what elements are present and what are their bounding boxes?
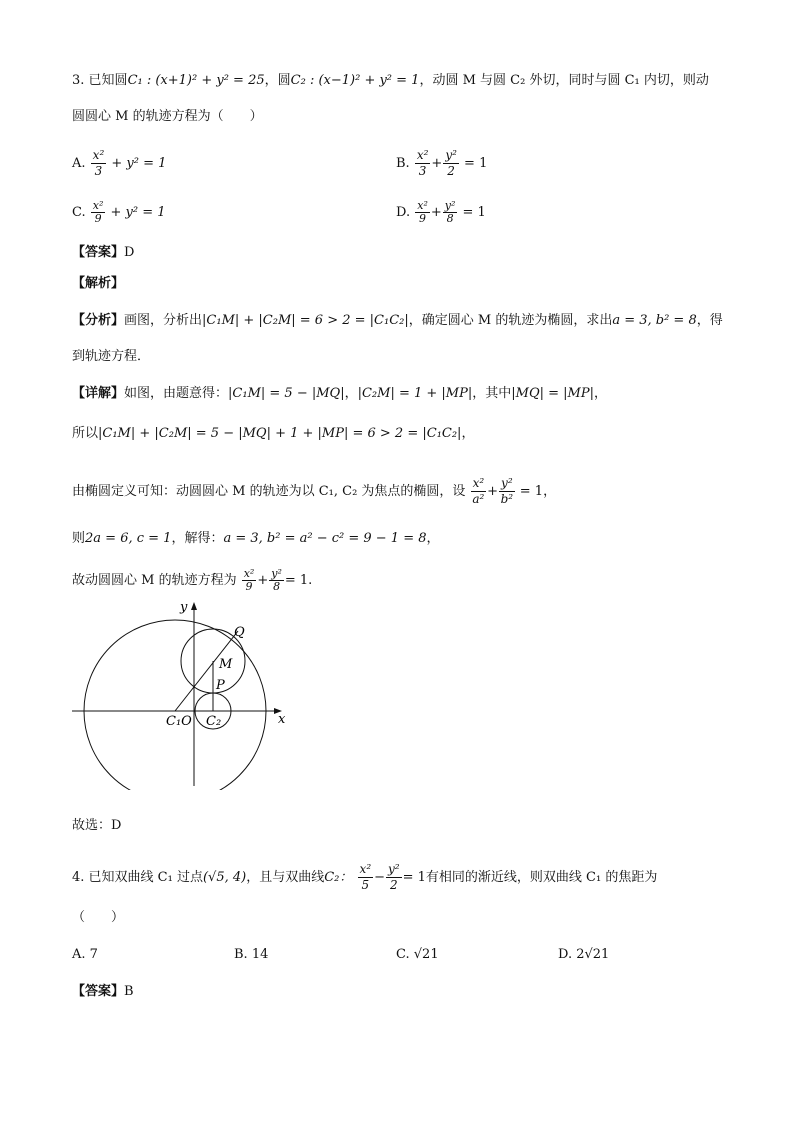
equation: a = 3, b² = a² − c² = 9 − 1 = 8: [223, 531, 427, 546]
numerator: y²: [444, 199, 456, 212]
text: 则: [72, 531, 86, 546]
numerator: x²: [92, 199, 104, 212]
label-c1o: C₁O: [166, 714, 192, 729]
minus: −: [374, 870, 386, 885]
fraction: [242, 568, 257, 593]
option-label: C.: [72, 205, 86, 220]
equation: a = 3, b² = 8: [612, 313, 697, 328]
q3-option-d: [396, 200, 486, 225]
denominator: 9: [245, 580, 253, 593]
text: 由椭圆定义可知：动圆圆心 M 的轨迹为以 C₁, C₂ 为焦点的椭圆，设: [72, 484, 466, 499]
q3-xiangjie: [72, 384, 607, 404]
q3-definition: [72, 476, 556, 507]
q3-analysis-tag: [72, 274, 124, 294]
text: 有相同的渐近线，则双曲线 C₁ 的焦距为: [425, 870, 658, 885]
option-label: A.: [72, 947, 86, 962]
text: ，其中: [472, 386, 512, 401]
text: ，确定圆心 M 的轨迹为椭圆，求出: [408, 313, 613, 328]
label-m: M: [219, 657, 233, 672]
answer-value: B: [124, 984, 134, 999]
numerator: x²: [243, 567, 255, 580]
equation: 2a = 6, c = 1: [85, 531, 172, 546]
equation: |C₂M| = 1 + |MP|: [357, 386, 473, 401]
text: ，: [461, 426, 475, 441]
option-value: √21: [413, 947, 439, 962]
q4-option-d: [558, 945, 609, 965]
text: 所以: [72, 426, 99, 441]
denominator: 2: [390, 878, 398, 892]
equation: |MQ| = |MP|: [511, 386, 594, 401]
q3-stem-line2: 圆圆心 M 的轨迹方程为（ ）: [72, 109, 263, 124]
fraction: [471, 476, 487, 507]
fraction: [358, 862, 374, 893]
option-rest: = 1: [462, 205, 486, 220]
text: = 1: [402, 870, 426, 885]
denominator: b²: [500, 492, 514, 506]
option-label: D.: [396, 205, 411, 220]
option-label: D.: [558, 947, 573, 962]
analysis-tag: 【解析】: [72, 276, 125, 291]
plus: +: [431, 156, 443, 171]
numerator: x²: [359, 862, 372, 876]
equation: |C₁M| = 5 − |MQ|: [228, 386, 345, 401]
xiangjie-tag: 【详解】: [72, 386, 125, 401]
answer-tag: 【答案】: [72, 245, 125, 260]
option-value: 2√21: [576, 947, 610, 962]
equation: |C₁M| + |C₂M| = 6 > 2 = |C₁C₂|: [202, 313, 409, 328]
text: ，: [543, 484, 557, 499]
q3-c1-equation: C₁ : (x+1)² + y² = 25: [127, 73, 265, 88]
denominator: 8: [446, 212, 454, 225]
text: ，解得：: [171, 531, 224, 546]
denominator: 3: [94, 164, 103, 178]
text: 如图，由题意得：: [124, 386, 229, 401]
q3-option-c: [72, 200, 166, 225]
option-label: C.: [396, 947, 410, 962]
q4-option-a: [72, 945, 98, 965]
option-label: B.: [234, 947, 248, 962]
q4-stem-line1: [72, 862, 657, 893]
q3-choose: 故选：D: [72, 818, 122, 833]
q3-option-b: [396, 148, 487, 179]
q3-figure: [70, 598, 292, 790]
numerator: x²: [416, 148, 429, 162]
numerator: x²: [417, 199, 428, 212]
q3-fenxi-line2: 到轨迹方程．: [72, 349, 151, 364]
point: (√5, 4): [202, 870, 247, 885]
plus: +: [430, 205, 442, 220]
answer-tag: 【答案】: [72, 984, 125, 999]
q3-stem-part2: ，动圆 M 与圆 C₂ 外切，同时与圆 C₁ 内切，则动: [419, 73, 709, 88]
q3-suoyi: [72, 424, 474, 444]
q4-option-b: [234, 945, 268, 965]
text: ，: [593, 386, 607, 401]
q3-fenxi-line1: [72, 311, 723, 331]
fraction: [91, 148, 107, 179]
label-q: Q: [234, 625, 245, 640]
q4-number: 4.: [72, 870, 85, 885]
fraction: [443, 148, 459, 179]
text: ，: [344, 386, 358, 401]
denominator: 3: [418, 164, 427, 178]
q3-stem-part1: 已知圆: [88, 73, 128, 88]
q4-answer: [72, 982, 134, 1002]
option-rest: = 1: [464, 156, 488, 171]
q3-stem-line1: [72, 71, 709, 91]
label-c2: C₂: [206, 714, 222, 729]
fraction: [499, 476, 515, 507]
q3-number: 3.: [72, 73, 85, 88]
option-value: 14: [251, 947, 269, 962]
denominator: 9: [94, 212, 102, 225]
label-x: x: [278, 712, 286, 727]
text: ，得: [696, 313, 723, 328]
text: = 1: [519, 484, 544, 499]
denominator: 9: [419, 212, 427, 225]
denominator: a²: [472, 492, 485, 506]
q3-option-a: [72, 148, 166, 179]
q4-option-c: [396, 945, 439, 965]
option-value: 7: [89, 947, 98, 962]
q3-conclusion: [72, 568, 312, 593]
q3-answer: [72, 243, 134, 263]
option-rest: + y² = 1: [110, 205, 166, 220]
denominator: 8: [273, 580, 281, 593]
numerator: y²: [388, 862, 400, 876]
q4-stem-line2: （ ）: [72, 910, 125, 925]
numerator: x²: [92, 148, 105, 162]
numerator: y²: [445, 148, 457, 162]
q3-c2-equation: C₂ : (x−1)² + y² = 1: [290, 73, 420, 88]
plus: +: [487, 484, 499, 499]
circle-c1: [84, 620, 266, 790]
label-p: P: [216, 678, 225, 693]
numerator: y²: [501, 476, 513, 490]
text: 已知双曲线 C₁ 过点: [88, 870, 203, 885]
denominator: 2: [447, 164, 455, 178]
option-label: A.: [72, 156, 86, 171]
fraction: [91, 200, 106, 225]
fraction: [443, 200, 458, 225]
equation: |C₁M| + |C₂M| = 5 − |MQ| + 1 + |MP| = 6 > 2 = |C₁C₂|: [98, 426, 462, 441]
y-axis-arrow: [191, 602, 197, 610]
fraction: [415, 200, 430, 225]
fraction: [415, 148, 431, 179]
denominator: 5: [361, 878, 370, 892]
answer-value: D: [124, 245, 135, 260]
text: = 1.: [284, 573, 313, 588]
fenxi-tag: 【分析】: [72, 313, 125, 328]
label-y: y: [180, 600, 188, 615]
plus: +: [257, 573, 269, 588]
numerator: y²: [271, 567, 282, 580]
fraction: [269, 568, 284, 593]
text: ，且与双曲线: [246, 870, 325, 885]
option-label: B.: [396, 156, 410, 171]
q3-ze: [72, 529, 440, 549]
fraction: [386, 862, 402, 893]
c2: C₂：: [324, 870, 353, 885]
text: 故动圆圆心 M 的轨迹方程为: [72, 573, 237, 588]
text: ，: [426, 531, 440, 546]
option-rest: + y² = 1: [111, 156, 167, 171]
text: 画图，分析出: [124, 313, 203, 328]
q3-sep: ，圆: [264, 73, 291, 88]
numerator: x²: [472, 476, 485, 490]
